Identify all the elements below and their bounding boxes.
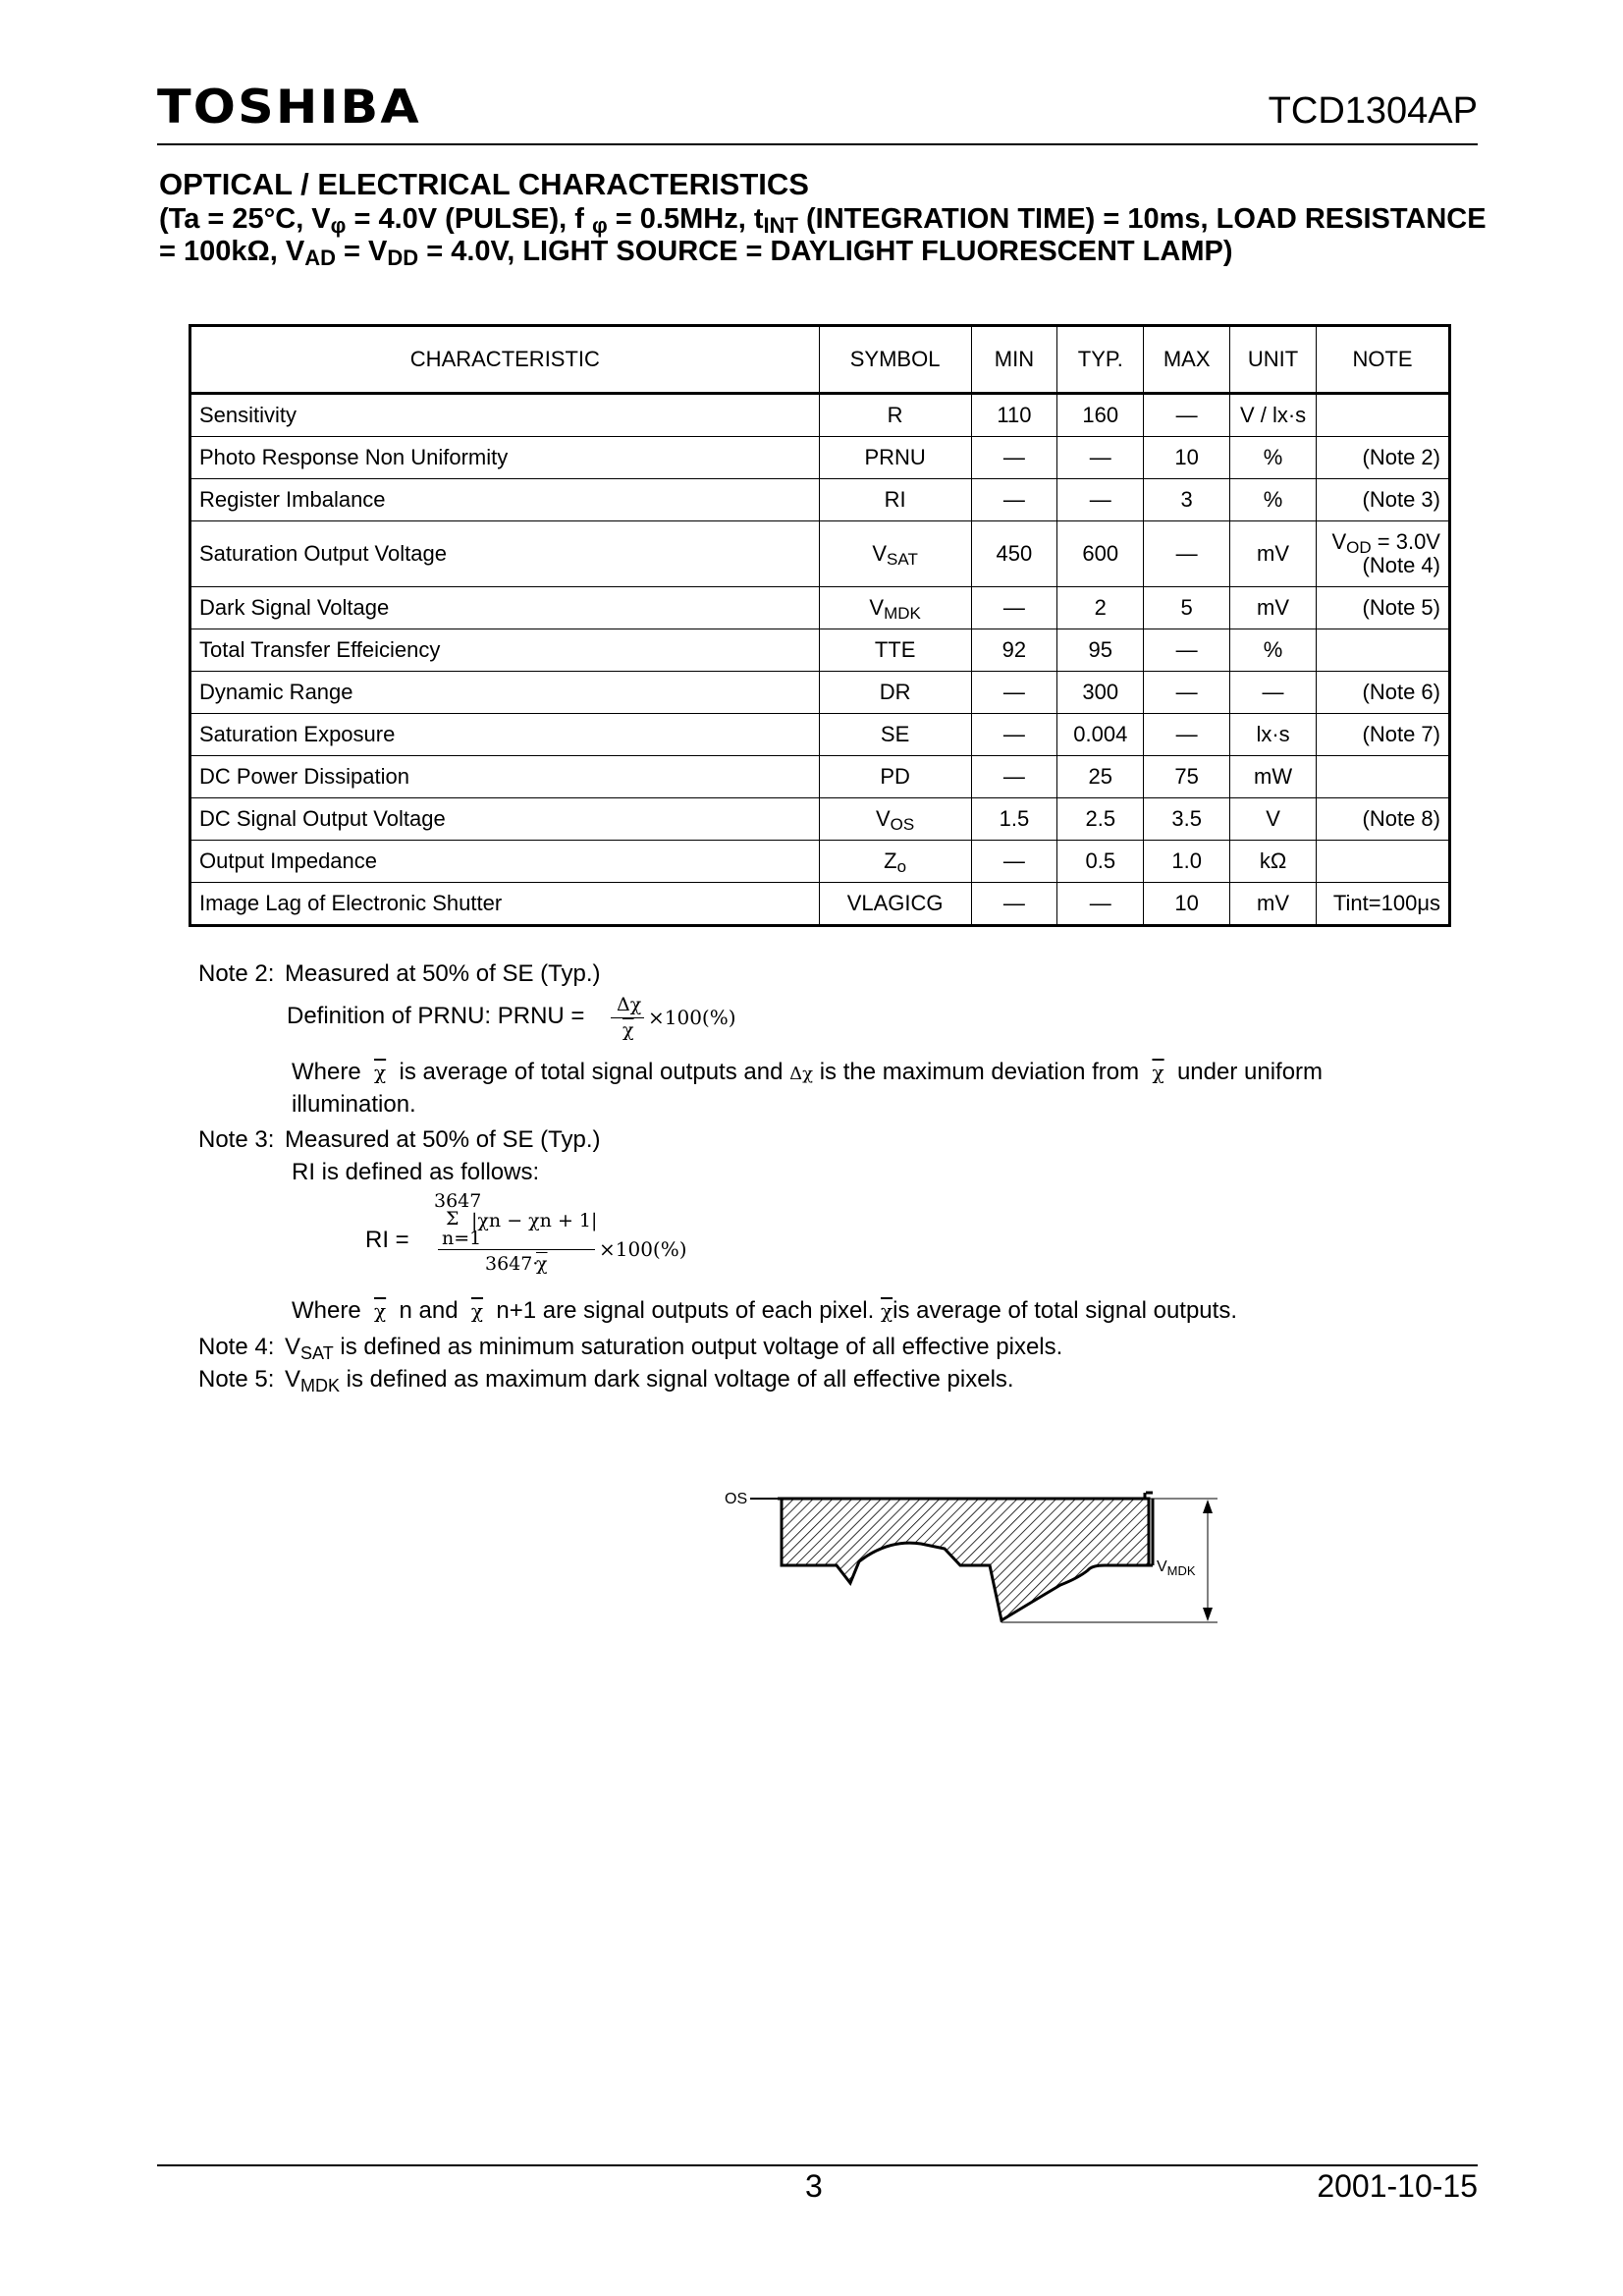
note3-text: Measured at 50% of SE (Typ.) [285, 1126, 601, 1153]
characteristic-cell: Dynamic Range [190, 672, 820, 714]
max-cell: — [1144, 714, 1230, 756]
min-cell: — [971, 883, 1057, 926]
min-cell: 110 [971, 394, 1057, 437]
note2-where: Where $\overline{\chi}$ is average of total signal outputs and Δχ is the maximum deviation from $\overline{\chi}$ under uniform [292, 1059, 1324, 1085]
note-cell: $V_{OD} = 3.0V$ (Note 4) [1317, 521, 1450, 587]
ri-formula: RI = 3647 Σ |χn − χn + 1| n=1 3647· $\overline{\chi}$ ×100(%) [365, 1190, 687, 1275]
symbol-cell: $V_{SAT}$ [819, 521, 971, 587]
table-row [190, 841, 1450, 883]
min-cell: — [971, 479, 1057, 521]
unit-cell: V / lx·s [1230, 394, 1317, 437]
min-cell: 92 [971, 629, 1057, 672]
characteristic-cell: Saturation Output Voltage [190, 521, 820, 587]
note-cell [1317, 756, 1450, 798]
min-cell: — [971, 587, 1057, 629]
prnu-definition: Definition of PRNU: PRNU = [287, 1003, 585, 1029]
characteristic-cell: Photo Response Non Uniformity [190, 437, 820, 479]
typ-cell: 2.5 [1057, 798, 1144, 841]
table-row [190, 629, 1450, 672]
note-cell: (Note 2) [1317, 437, 1450, 479]
max-cell: — [1144, 629, 1230, 672]
unit-cell: mV [1230, 521, 1317, 587]
symbol-cell: DR [819, 672, 971, 714]
characteristic-cell: DC Power Dissipation [190, 756, 820, 798]
max-cell: 1.0 [1144, 841, 1230, 883]
max-cell: — [1144, 394, 1230, 437]
unit-cell: % [1230, 479, 1317, 521]
max-cell: 3.5 [1144, 798, 1230, 841]
note2-text: Measured at 50% of SE (Typ.) [285, 960, 601, 987]
min-cell: 450 [971, 521, 1057, 587]
typ-cell: 160 [1057, 394, 1144, 437]
characteristic-cell: Total Transfer Effeiciency [190, 629, 820, 672]
symbol-cell: VLAGICG [819, 883, 971, 926]
footer-rule [157, 2164, 1478, 2166]
part-number: TCD1304AP [1268, 90, 1478, 132]
note5-label: Note 5: [198, 1366, 275, 1393]
note3-label: Note 3: [198, 1126, 275, 1153]
symbol-cell: PRNU [819, 437, 971, 479]
typ-cell: 25 [1057, 756, 1144, 798]
typ-cell: — [1057, 437, 1144, 479]
note4-text: $V_{SAT}$ is defined as minimum saturation output voltage of all effective pixels. [285, 1334, 1063, 1363]
symbol-cell: SE [819, 714, 971, 756]
characteristic-cell: DC Signal Output Voltage [190, 798, 820, 841]
symbol-cell: $V_{MDK}$ [819, 587, 971, 629]
col-header: TYP. [1057, 326, 1144, 394]
symbol-cell: $Z_o$ [819, 841, 971, 883]
typ-cell: 0.004 [1057, 714, 1144, 756]
note2-label: Note 2: [198, 960, 275, 987]
dark-signal-diagram [717, 1488, 1227, 1640]
characteristic-cell: Dark Signal Voltage [190, 587, 820, 629]
section-title: OPTICAL / ELECTRICAL CHARACTERISTICS [159, 167, 809, 201]
note-cell: (Note 3) [1317, 479, 1450, 521]
table-row [190, 521, 1450, 587]
min-cell: — [971, 672, 1057, 714]
unit-cell: — [1230, 672, 1317, 714]
vmdk-label: $V_{MDK}$ [1157, 1558, 1196, 1578]
unit-cell: lx·s [1230, 714, 1317, 756]
unit-cell: kΩ [1230, 841, 1317, 883]
unit-cell: mV [1230, 883, 1317, 926]
col-header: UNIT [1230, 326, 1317, 394]
unit-cell: mW [1230, 756, 1317, 798]
table-row [190, 756, 1450, 798]
table-row [190, 714, 1450, 756]
unit-cell: % [1230, 437, 1317, 479]
typ-cell: 95 [1057, 629, 1144, 672]
note-cell: (Note 7) [1317, 714, 1450, 756]
typ-cell: — [1057, 479, 1144, 521]
max-cell: 3 [1144, 479, 1230, 521]
unit-cell: mV [1230, 587, 1317, 629]
revision-date: 2001-10-15 [1317, 2168, 1478, 2204]
note-cell: Tint=100μs [1317, 883, 1450, 926]
unit-cell: % [1230, 629, 1317, 672]
symbol-cell: PD [819, 756, 971, 798]
os-label: OS [725, 1491, 748, 1507]
signal-waveform [782, 1499, 1149, 1620]
characteristic-cell: Register Imbalance [190, 479, 820, 521]
page-number: 3 [805, 2168, 823, 2204]
note2-where-cont: illumination. [292, 1091, 416, 1118]
min-cell: 1.5 [971, 798, 1057, 841]
min-cell: — [971, 841, 1057, 883]
min-cell: — [971, 756, 1057, 798]
max-cell: 75 [1144, 756, 1230, 798]
col-header: CHARACTERISTIC [190, 326, 820, 394]
max-cell: — [1144, 672, 1230, 714]
note-cell: (Note 8) [1317, 798, 1450, 841]
table-row [190, 479, 1450, 521]
note-cell: (Note 6) [1317, 672, 1450, 714]
typ-cell: 300 [1057, 672, 1144, 714]
max-cell: 10 [1144, 437, 1230, 479]
max-cell: 10 [1144, 883, 1230, 926]
note-cell [1317, 841, 1450, 883]
note-cell [1317, 394, 1450, 437]
table-row [190, 587, 1450, 629]
typ-cell: 600 [1057, 521, 1144, 587]
typ-cell: 2 [1057, 587, 1144, 629]
col-header: MIN [971, 326, 1057, 394]
col-header: SYMBOL [819, 326, 971, 394]
characteristic-cell: Output Impedance [190, 841, 820, 883]
characteristic-cell: Sensitivity [190, 394, 820, 437]
table-row [190, 798, 1450, 841]
max-cell: — [1144, 521, 1230, 587]
typ-cell: 0.5 [1057, 841, 1144, 883]
characteristic-cell: Saturation Exposure [190, 714, 820, 756]
col-header: MAX [1144, 326, 1230, 394]
characteristic-cell: Image Lag of Electronic Shutter [190, 883, 820, 926]
table-row [190, 394, 1450, 437]
col-header: NOTE [1317, 326, 1450, 394]
test-conditions: (Ta = 25°C, $V_\varphi = 4.0V$ (PULSE), f $_\varphi$ = 0.5MHz, $t_{INT}$ (INTEGRATION TIME) = 10ms, LOAD RESISTANCE = 100kΩ, $V_{AD} = V_{DD} = 4.0V$, LIGHT SOURCE = DAYLIGHT FLUORESCENT LAMP) [159, 203, 1487, 270]
note5-text: $V_{MDK}$ is defined as maximum dark signal voltage of all effective pixels. [285, 1366, 1014, 1395]
ri-definition: RI is defined as follows: [292, 1159, 540, 1185]
table-row [190, 437, 1450, 479]
note3-where: Where $\overline{\chi}$ n and $\overline{\chi}$ n+1 are signal outputs of each pixel. $\overline{\chi}is$ average of total signal outputs. [292, 1297, 1237, 1324]
toshiba-logo: TOSHIBA [157, 81, 421, 135]
header-rule [157, 143, 1478, 145]
note-cell: (Note 5) [1317, 587, 1450, 629]
symbol-cell: TTE [819, 629, 971, 672]
prnu-formula: Δχ $\overline{\chi}$ ×100(%) [611, 994, 719, 1043]
unit-cell: V [1230, 798, 1317, 841]
typ-cell: — [1057, 883, 1144, 926]
symbol-cell: RI [819, 479, 971, 521]
symbol-cell: R [819, 394, 971, 437]
max-cell: 5 [1144, 587, 1230, 629]
table-row [190, 883, 1450, 926]
table-header-row [190, 326, 1450, 394]
min-cell: — [971, 437, 1057, 479]
characteristics-table [189, 324, 1451, 927]
note-cell [1317, 629, 1450, 672]
table-row [190, 672, 1450, 714]
symbol-cell: $V_{OS}$ [819, 798, 971, 841]
note4-label: Note 4: [198, 1334, 275, 1360]
min-cell: — [971, 714, 1057, 756]
